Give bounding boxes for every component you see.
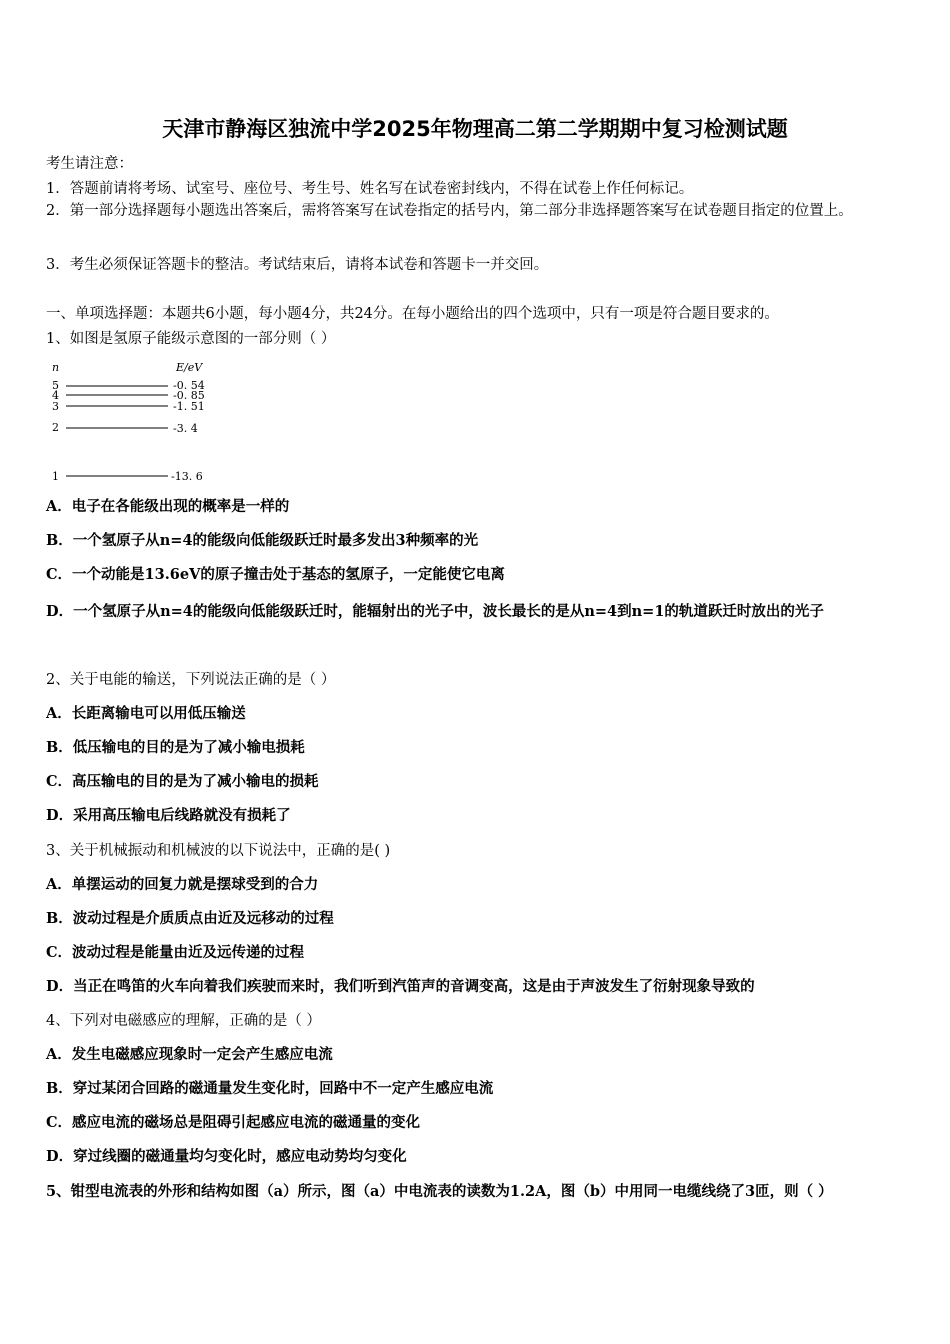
question-4-option-c: C．感应电流的磁场总是阻碍引起感应电流的磁通量的变化 bbox=[46, 1114, 421, 1131]
level-4-n: 4 bbox=[52, 389, 59, 402]
question-1-option-a: A．电子在各能级出现的概率是一样的 bbox=[46, 498, 290, 515]
question-4-option-b: B．穿过某闭合回路的磁通量发生变化时，回路中不一定产生感应电流 bbox=[46, 1080, 494, 1097]
notice-item-2: 2．第一部分选择题每小题选出答案后，需将答案写在试卷指定的括号内，第二部分非选择题答案写在试卷题目指定的位置上。 bbox=[46, 203, 853, 219]
question-4-stem: 4、下列对电磁感应的理解，正确的是（ ） bbox=[46, 1013, 321, 1029]
question-2-stem: 2、关于电能的输送，下列说法正确的是（ ） bbox=[46, 672, 336, 688]
level-1-n: 1 bbox=[52, 470, 59, 483]
level-2-energy: -3. 4 bbox=[173, 422, 198, 435]
question-1-option-b: B．一个氢原子从n=4的能级向低能级跃迁时最多发出3种频率的光 bbox=[46, 532, 479, 549]
question-3-option-d: D．当正在鸣笛的火车向着我们疾驶而来时，我们听到汽笛声的音调变高，这是由于声波发生了衍射现象导致的 bbox=[46, 978, 755, 995]
question-3-option-b: B．波动过程是介质质点由近及远移动的过程 bbox=[46, 910, 334, 927]
level-4-energy: -0. 85 bbox=[173, 389, 205, 402]
question-3-option-c: C．波动过程是能量由近及远传递的过程 bbox=[46, 944, 305, 961]
level-2-n: 2 bbox=[52, 421, 59, 434]
page-title: 天津市静海区独流中学2025年物理高二第二学期期中复习检测试题 bbox=[162, 117, 788, 141]
question-3-option-a: A．单摆运动的回复力就是摆球受到的合力 bbox=[46, 876, 319, 893]
question-2-option-a: A．长距离输电可以用低压输送 bbox=[46, 705, 246, 722]
question-2-option-c: C．高压输电的目的是为了减小输电的损耗 bbox=[46, 773, 319, 790]
question-2-option-b: B．低压输电的目的是为了减小输电损耗 bbox=[46, 739, 305, 756]
diagram-n-label: n bbox=[52, 361, 60, 374]
question-4-option-d: D．穿过线圈的磁通量均匀变化时，感应电动势均匀变化 bbox=[46, 1148, 407, 1165]
level-3-n: 3 bbox=[52, 400, 59, 413]
question-3-stem: 3、关于机械振动和机械波的以下说法中，正确的是( ) bbox=[46, 843, 391, 859]
level-5-energy: -0. 54 bbox=[173, 379, 205, 392]
question-1-option-d: D．一个氢原子从n=4的能级向低能级跃迁时，能辐射出的光子中，波长最长的是从n=4到n=1的轨道跃迁时放出的光子 bbox=[46, 603, 824, 620]
energy-level-diagram bbox=[46, 358, 226, 486]
notice-heading: 考生请注意： bbox=[46, 156, 133, 172]
level-1-energy: -13. 6 bbox=[171, 470, 203, 483]
question-1-stem: 1、如图是氢原子能级示意图的一部分则（ ） bbox=[46, 331, 336, 347]
question-4-option-a: A．发生电磁感应现象时一定会产生感应电流 bbox=[46, 1046, 333, 1063]
question-2-option-d: D．采用高压输电后线路就没有损耗了 bbox=[46, 807, 291, 824]
level-5-n: 5 bbox=[52, 379, 59, 392]
question-1-option-c: C．一个动能是13.6eV的原子撞击处于基态的氢原子，一定能使它电离 bbox=[46, 566, 505, 583]
level-3-energy: -1. 51 bbox=[173, 400, 205, 413]
question-5-stem: 5、钳型电流表的外形和结构如图（a）所示，图（a）中电流表的读数为1.2A，图（b）中用同一电缆线绕了3匝，则（ ） bbox=[46, 1183, 833, 1200]
section-heading: 一、单项选择题：本题共6小题，每小题4分，共24分。在每小题给出的四个选项中，只有一项是符合题目要求的。 bbox=[46, 306, 779, 322]
notice-item-3: 3．考生必须保证答题卡的整洁。考试结束后，请将本试卷和答题卡一并交回。 bbox=[46, 257, 549, 273]
notice-item-1: 1．答题前请将考场、试室号、座位号、考生号、姓名写在试卷密封线内，不得在试卷上作任何标记。 bbox=[46, 181, 694, 197]
diagram-energy-label: E/eV bbox=[176, 361, 203, 374]
